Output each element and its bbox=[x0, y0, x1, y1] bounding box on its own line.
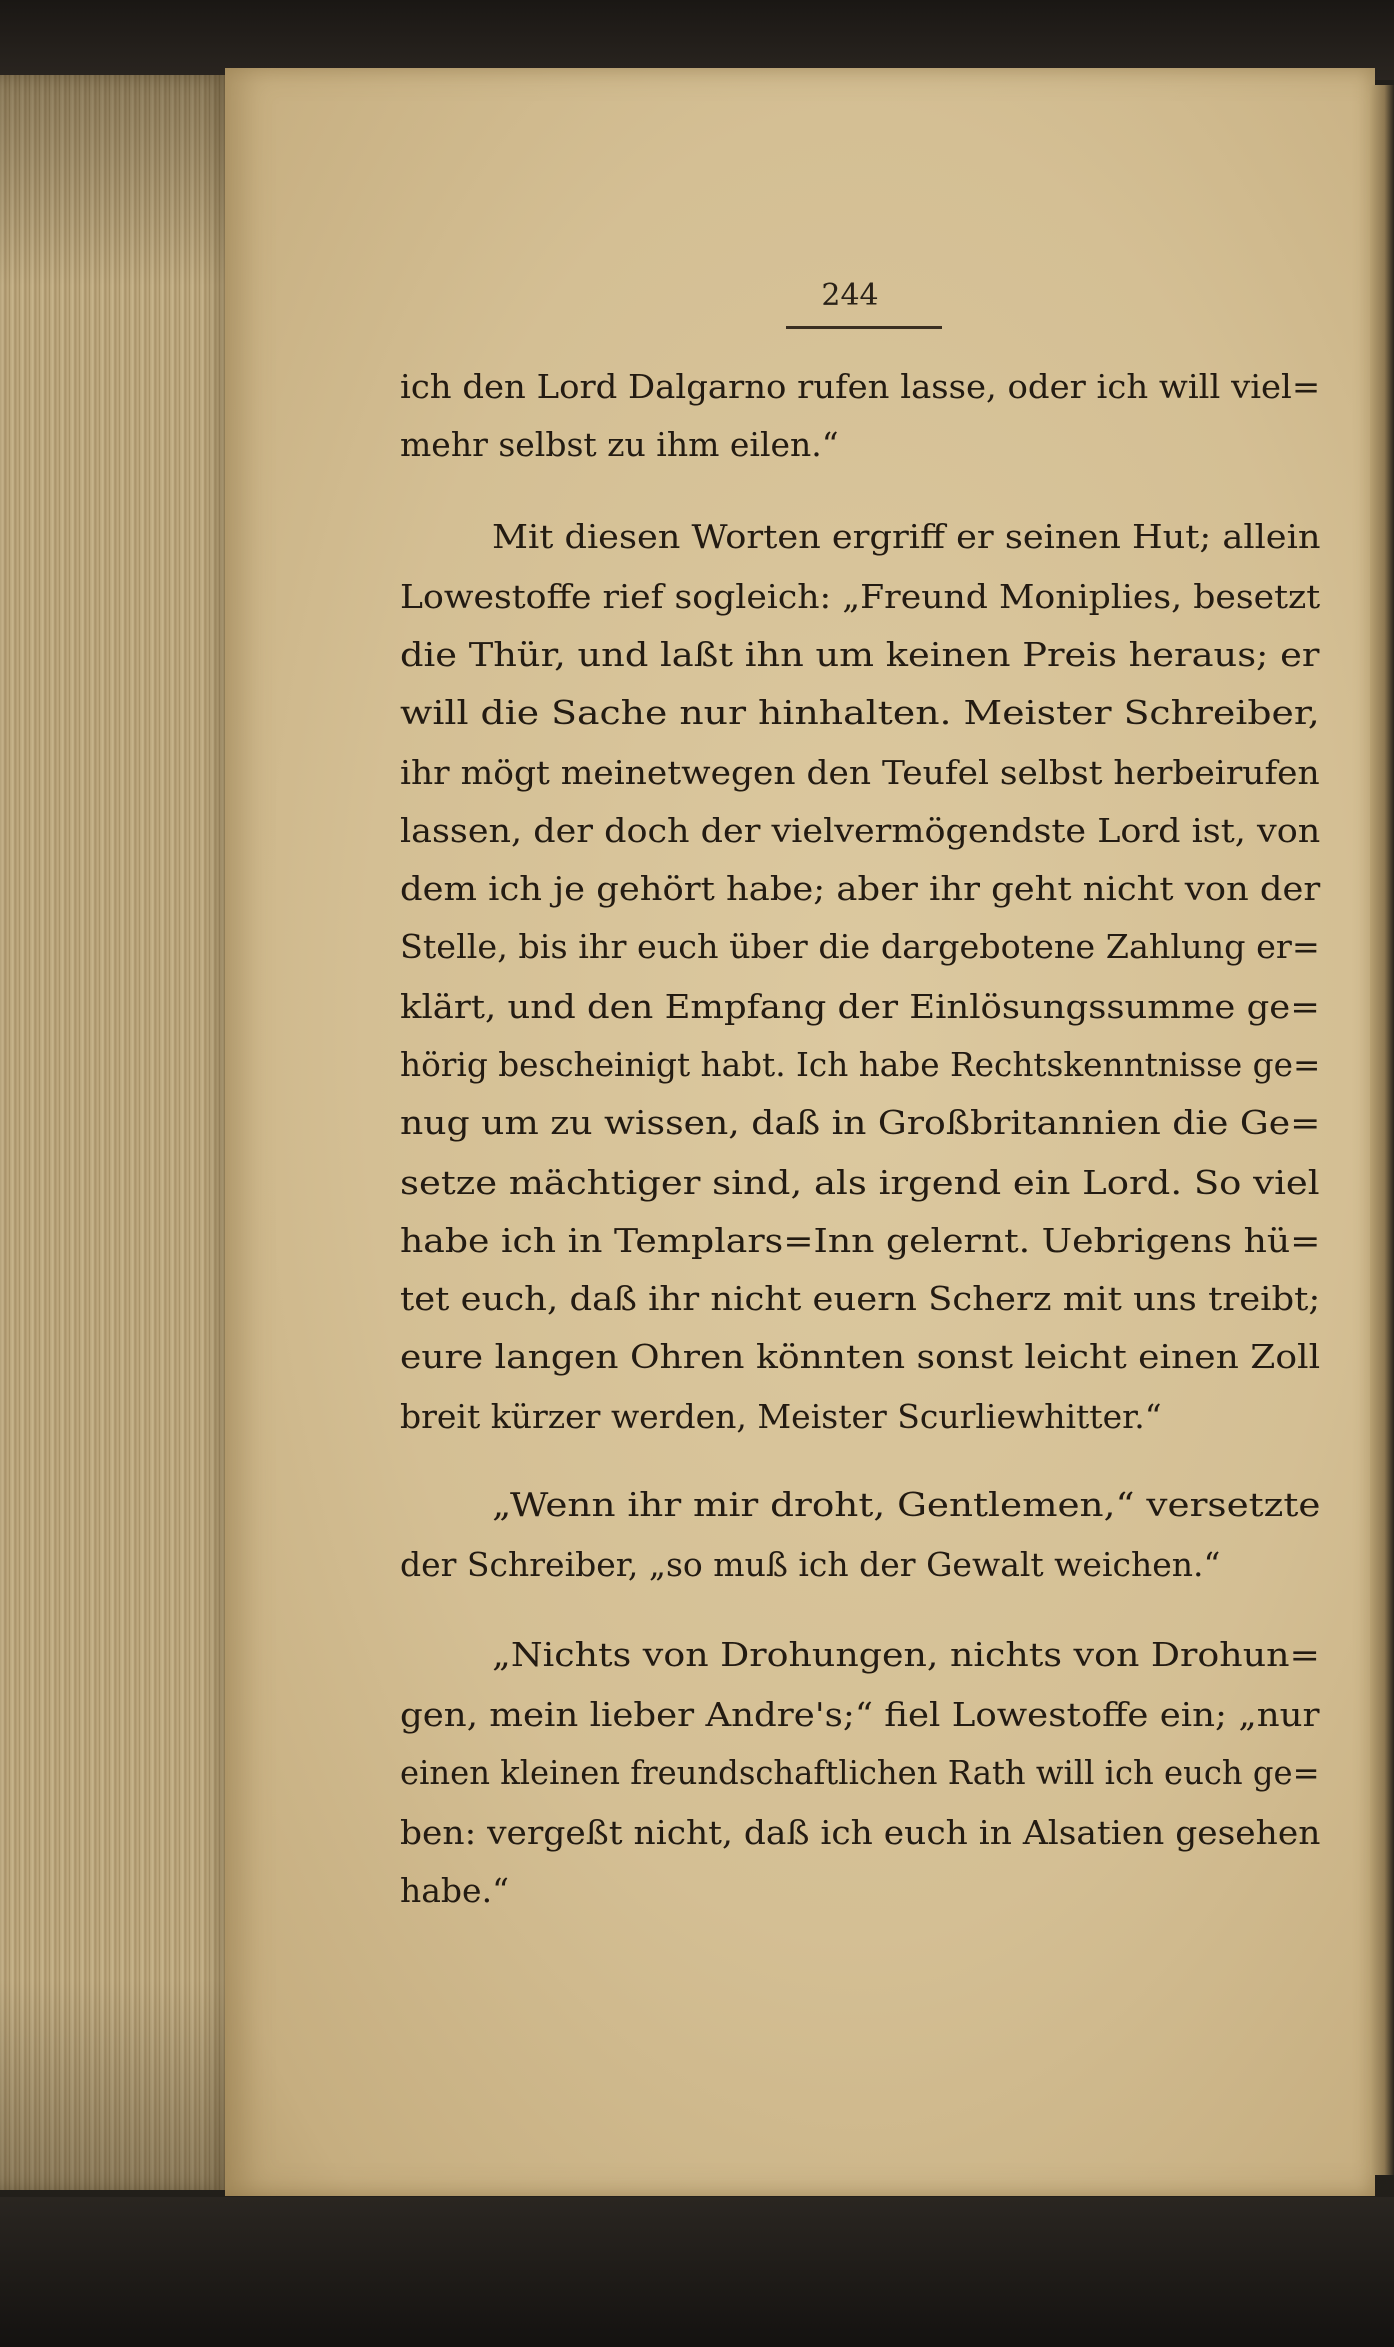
text-line: einen kleinen freundschaftlichen Rath will ich euch ge= bbox=[400, 1753, 1320, 1792]
text-line: die Thür, und laßt ihn um keinen Preis heraus; er bbox=[400, 635, 1320, 674]
text-line: nug um zu wissen, daß in Großbritannien die Ge= bbox=[400, 1103, 1321, 1142]
text-line: ben: vergeßt nicht, daß ich euch in Alsatien gesehen bbox=[400, 1813, 1321, 1852]
text-line: Mit diesen Worten ergriff er seinen Hut; allein bbox=[492, 517, 1321, 556]
text-line: hörig bescheinigt habt. Ich habe Rechtskenntnisse ge= bbox=[400, 1045, 1321, 1084]
page-right-edge bbox=[1370, 85, 1394, 2175]
text-line: Stelle, bis ihr euch über die dargebotene Zahlung er= bbox=[400, 927, 1320, 966]
text-line: habe.“ bbox=[400, 1871, 509, 1910]
text-line: breit kürzer werden, Meister Scurliewhitter.“ bbox=[400, 1397, 1162, 1436]
text-line: tet euch, daß ihr nicht euern Scherz mit uns treibt; bbox=[400, 1279, 1321, 1318]
text-line: klärt, und den Empfang der Einlösungssumme ge= bbox=[400, 987, 1320, 1026]
text-line: dem ich je gehört habe; aber ihr geht nicht von der bbox=[400, 869, 1321, 908]
text-line: ihr mögt meinetwegen den Teufel selbst herbeirufen bbox=[400, 753, 1320, 792]
text-line: „Wenn ihr mir droht, Gentlemen,“ versetzte bbox=[492, 1485, 1321, 1524]
text-line: will die Sache nur hinhalten. Meister Schreiber, bbox=[400, 693, 1320, 732]
text-line: gen, mein lieber Andre's;“ fiel Lowestoffe ein; „nur bbox=[400, 1695, 1320, 1734]
book-cover-bottom bbox=[0, 2197, 1394, 2347]
text-line: „Nichts von Drohungen, nichts von Drohun= bbox=[492, 1635, 1320, 1674]
text-line: Lowestoffe rief sogleich: „Freund Moniplies, besetzt bbox=[400, 577, 1321, 616]
text-line: ich den Lord Dalgarno rufen lasse, oder ich will viel= bbox=[400, 367, 1321, 406]
stacked-page-edges bbox=[0, 75, 232, 2190]
text-line: habe ich in Templars=Inn gelernt. Uebrigens hü= bbox=[400, 1221, 1321, 1260]
text-line: lassen, der doch der vielvermögendste Lord ist, von bbox=[400, 811, 1321, 850]
text-line: eure langen Ohren könnten sonst leicht einen Zoll bbox=[400, 1337, 1321, 1376]
text-line: mehr selbst zu ihm eilen.“ bbox=[400, 425, 839, 464]
page-number: 244 bbox=[821, 278, 879, 313]
page-number-rule bbox=[786, 326, 942, 329]
text-line: setze mächtiger sind, als irgend ein Lord. So viel bbox=[400, 1163, 1320, 1202]
text-line: der Schreiber, „so muß ich der Gewalt weichen.“ bbox=[400, 1545, 1221, 1584]
